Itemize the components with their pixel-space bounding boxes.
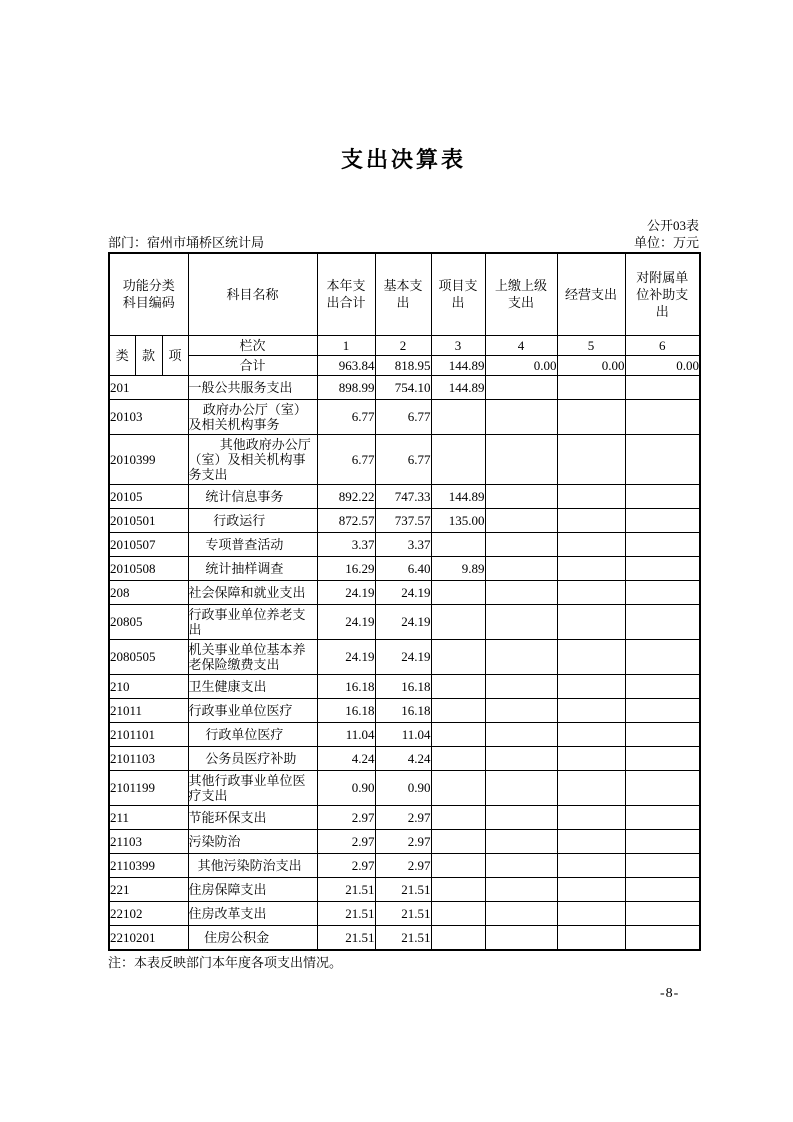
row-value: 2.97 (375, 805, 431, 829)
row-value: 6.77 (317, 399, 375, 434)
row-value (557, 604, 625, 639)
table-row (109, 604, 700, 639)
row-value: 0.90 (317, 770, 375, 805)
total-value: 144.89 (431, 355, 485, 375)
lane-number: 6 (625, 335, 700, 355)
row-value (625, 532, 700, 556)
row-subject-name: 社会保障和就业支出 (188, 580, 317, 604)
table-code-label: 公开03表 (646, 218, 699, 233)
row-subject-name: 机关事业单位基本养老保险缴费支出 (188, 639, 317, 674)
row-value (431, 853, 485, 877)
row-value: 24.19 (317, 604, 375, 639)
lane-row (109, 335, 700, 355)
row-value (485, 532, 557, 556)
row-subject-name: 统计信息事务 (188, 484, 317, 508)
row-subject-name: 政府办公厅（室）及相关机构事务 (188, 399, 317, 434)
row-value (485, 674, 557, 698)
header-subsidy-expenditure: 对附属单位补助支出 (625, 253, 700, 335)
row-value: 3.37 (375, 532, 431, 556)
row-value (557, 829, 625, 853)
row-value (625, 925, 700, 950)
row-subject-name: 专项普查活动 (188, 532, 317, 556)
row-value: 16.18 (375, 674, 431, 698)
row-subject-name: 行政事业单位医疗 (188, 698, 317, 722)
row-value (557, 484, 625, 508)
row-value: 0.90 (375, 770, 431, 805)
row-value (485, 853, 557, 877)
row-value (485, 698, 557, 722)
row-value (431, 434, 485, 484)
row-value: 6.40 (375, 556, 431, 580)
row-value: 11.04 (375, 722, 431, 746)
row-value: 2.97 (375, 829, 431, 853)
row-value (557, 746, 625, 770)
row-value: 872.57 (317, 508, 375, 532)
row-value: 16.29 (317, 556, 375, 580)
row-value (557, 901, 625, 925)
row-value: 4.24 (317, 746, 375, 770)
row-value (557, 532, 625, 556)
row-value (557, 580, 625, 604)
table-row (109, 829, 700, 853)
header-subject-name: 科目名称 (188, 253, 317, 335)
expenditure-table-body (109, 375, 700, 950)
row-value (557, 639, 625, 674)
row-value: 2.97 (317, 829, 375, 853)
row-value (557, 556, 625, 580)
row-value (557, 508, 625, 532)
row-subject-name: 卫生健康支出 (188, 674, 317, 698)
row-value: 21.51 (375, 901, 431, 925)
table-row (109, 532, 700, 556)
row-subject-name: 统计抽样调查 (188, 556, 317, 580)
table-row (109, 925, 700, 950)
lane-number: 5 (557, 335, 625, 355)
row-value: 24.19 (375, 580, 431, 604)
table-row (109, 877, 700, 901)
row-value (625, 853, 700, 877)
row-subject-name: 住房公积金 (188, 925, 317, 950)
meta-line (108, 234, 699, 251)
row-value (485, 746, 557, 770)
row-value (625, 399, 700, 434)
row-code: 2210201 (109, 925, 188, 950)
row-value (625, 805, 700, 829)
row-value (431, 829, 485, 853)
row-value (557, 877, 625, 901)
lane-number: 2 (375, 335, 431, 355)
row-subject-name: 住房保障支出 (188, 877, 317, 901)
header-class-col: 类 (109, 335, 135, 375)
row-code: 21103 (109, 829, 188, 853)
row-value: 144.89 (431, 484, 485, 508)
row-value: 21.51 (375, 877, 431, 901)
row-code: 2110399 (109, 853, 188, 877)
row-value (625, 674, 700, 698)
table-row (109, 508, 700, 532)
table-row (109, 580, 700, 604)
row-code: 221 (109, 877, 188, 901)
row-value (431, 925, 485, 950)
table-row (109, 853, 700, 877)
table-row (109, 556, 700, 580)
row-code: 201 (109, 375, 188, 399)
row-value: 135.00 (431, 508, 485, 532)
total-value: 963.84 (317, 355, 375, 375)
row-value (625, 580, 700, 604)
row-code: 20805 (109, 604, 188, 639)
row-code: 210 (109, 674, 188, 698)
row-subject-name: 其他行政事业单位医疗支出 (188, 770, 317, 805)
row-value: 21.51 (317, 901, 375, 925)
row-value (431, 532, 485, 556)
row-value (625, 484, 700, 508)
row-value: 9.89 (431, 556, 485, 580)
table-header-row (109, 253, 700, 335)
row-value (485, 901, 557, 925)
row-value (557, 698, 625, 722)
row-value (431, 805, 485, 829)
row-code: 2010508 (109, 556, 188, 580)
total-row (109, 355, 700, 375)
row-subject-name: 行政运行 (188, 508, 317, 532)
row-subject-name: 公务员医疗补助 (188, 746, 317, 770)
row-value (625, 508, 700, 532)
row-value (625, 698, 700, 722)
row-value: 16.18 (375, 698, 431, 722)
row-value (485, 770, 557, 805)
row-code: 2101199 (109, 770, 188, 805)
row-value (625, 604, 700, 639)
row-value (431, 674, 485, 698)
row-value (431, 698, 485, 722)
table-row (109, 901, 700, 925)
row-value: 754.10 (375, 375, 431, 399)
page-number: -8- (660, 986, 680, 1001)
row-value: 11.04 (317, 722, 375, 746)
row-code: 21011 (109, 698, 188, 722)
row-value (625, 639, 700, 674)
row-value: 6.77 (375, 434, 431, 484)
row-value: 3.37 (317, 532, 375, 556)
row-value (485, 399, 557, 434)
header-basic-expenditure: 基本支出 (375, 253, 431, 335)
row-value (485, 434, 557, 484)
row-value (625, 746, 700, 770)
row-value: 6.77 (375, 399, 431, 434)
row-value: 2.97 (375, 853, 431, 877)
row-value (431, 877, 485, 901)
row-code: 20105 (109, 484, 188, 508)
lane-number: 3 (431, 335, 485, 355)
row-value (431, 399, 485, 434)
lane-number: 1 (317, 335, 375, 355)
row-code: 20103 (109, 399, 188, 434)
row-value (485, 722, 557, 746)
row-value: 737.57 (375, 508, 431, 532)
row-value (485, 805, 557, 829)
row-value (557, 805, 625, 829)
row-value: 21.51 (375, 925, 431, 950)
row-value (557, 399, 625, 434)
row-code: 2101101 (109, 722, 188, 746)
row-value (485, 556, 557, 580)
row-value (625, 770, 700, 805)
row-value (557, 674, 625, 698)
row-code: 2010399 (109, 434, 188, 484)
expenditure-table (108, 252, 701, 951)
row-value: 16.18 (317, 698, 375, 722)
row-subject-name: 污染防治 (188, 829, 317, 853)
row-code: 22102 (109, 901, 188, 925)
row-value (557, 925, 625, 950)
row-value: 24.19 (317, 580, 375, 604)
total-label: 合计 (188, 355, 317, 375)
row-code: 2080505 (109, 639, 188, 674)
header-section-col: 款 (135, 335, 162, 375)
department-label: 部门：宿州市埇桥区统计局 (108, 235, 265, 250)
row-value (485, 580, 557, 604)
total-value: 0.00 (625, 355, 700, 375)
row-value: 2.97 (317, 805, 375, 829)
row-value (431, 770, 485, 805)
row-value (557, 722, 625, 746)
row-value (625, 877, 700, 901)
header-upturn-expenditure: 上缴上级支出 (485, 253, 557, 335)
table-row (109, 698, 700, 722)
table-row (109, 805, 700, 829)
table-row (109, 770, 700, 805)
row-value (485, 604, 557, 639)
unit-label: 单位：万元 (633, 235, 699, 250)
row-value: 2.97 (317, 853, 375, 877)
table-row (109, 674, 700, 698)
header-code-group: 功能分类科目编码 (109, 253, 188, 335)
table-meta (108, 217, 699, 251)
row-code: 2101103 (109, 746, 188, 770)
row-value: 21.51 (317, 925, 375, 950)
row-value (557, 770, 625, 805)
row-value: 747.33 (375, 484, 431, 508)
header-operating-expenditure: 经营支出 (557, 253, 625, 335)
lane-number: 4 (485, 335, 557, 355)
total-value: 0.00 (485, 355, 557, 375)
table-row (109, 722, 700, 746)
row-value: 16.18 (317, 674, 375, 698)
row-code: 2010507 (109, 532, 188, 556)
row-value (625, 556, 700, 580)
row-value: 24.19 (375, 604, 431, 639)
row-value (485, 925, 557, 950)
row-subject-name: 行政单位医疗 (188, 722, 317, 746)
row-value (431, 580, 485, 604)
row-subject-name: 住房改革支出 (188, 901, 317, 925)
footnote: 注：本表反映部门本年度各项支出情况。 (108, 954, 343, 970)
row-value: 4.24 (375, 746, 431, 770)
total-value: 818.95 (375, 355, 431, 375)
table-row (109, 639, 700, 674)
row-value (431, 604, 485, 639)
table-row (109, 484, 700, 508)
row-value (557, 375, 625, 399)
row-value (431, 746, 485, 770)
row-value (485, 639, 557, 674)
row-value: 21.51 (317, 877, 375, 901)
row-value (485, 877, 557, 901)
table-row (109, 375, 700, 399)
row-value: 24.19 (317, 639, 375, 674)
header-project-expenditure: 项目支出 (431, 253, 485, 335)
header-total-expenditure: 本年支出合计 (317, 253, 375, 335)
table-row (109, 746, 700, 770)
row-value: 144.89 (431, 375, 485, 399)
row-subject-name: 其他政府办公厅（室）及相关机构事务支出 (188, 434, 317, 484)
row-subject-name: 行政事业单位养老支出 (188, 604, 317, 639)
row-value (485, 484, 557, 508)
row-value (485, 375, 557, 399)
row-value (625, 829, 700, 853)
table-row (109, 434, 700, 484)
row-subject-name: 节能环保支出 (188, 805, 317, 829)
table-row (109, 399, 700, 434)
row-value (625, 375, 700, 399)
row-value: 24.19 (375, 639, 431, 674)
row-subject-name: 一般公共服务支出 (188, 375, 317, 399)
row-value (431, 639, 485, 674)
row-value (431, 722, 485, 746)
row-value (557, 434, 625, 484)
row-value (557, 853, 625, 877)
row-value (625, 722, 700, 746)
lane-label: 栏次 (188, 335, 317, 355)
row-subject-name: 其他污染防治支出 (188, 853, 317, 877)
row-value: 6.77 (317, 434, 375, 484)
row-value: 892.22 (317, 484, 375, 508)
total-value: 0.00 (557, 355, 625, 375)
row-value (431, 901, 485, 925)
row-value (625, 434, 700, 484)
header-item-col: 项 (162, 335, 188, 375)
row-code: 211 (109, 805, 188, 829)
row-value (485, 829, 557, 853)
page-title: 支出决算表 (340, 147, 466, 172)
row-value: 898.99 (317, 375, 375, 399)
row-value (485, 508, 557, 532)
row-value (625, 901, 700, 925)
row-code: 2010501 (109, 508, 188, 532)
row-code: 208 (109, 580, 188, 604)
